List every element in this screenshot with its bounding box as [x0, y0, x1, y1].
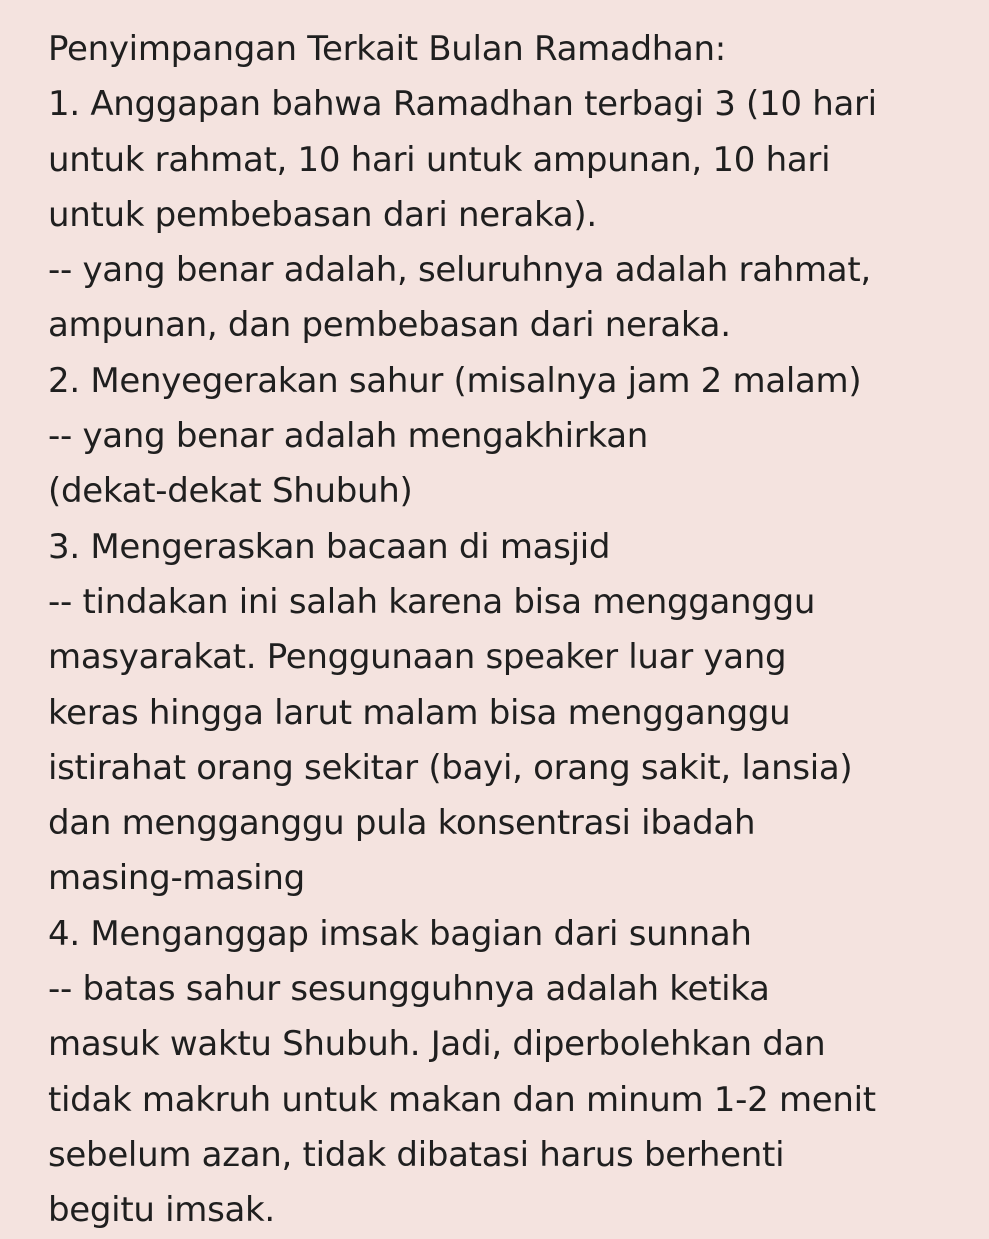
point-4-explanation: -- batas sahur sesungguhnya adalah ketika [48, 969, 770, 1010]
note-text-block [48, 22, 978, 1239]
point-4-explanation: masuk waktu Shubuh. Jadi, diperbolehkan dan [48, 1024, 826, 1065]
point-2-heading: 2. Menyegerakan sahur (misalnya jam 2 malam) [48, 360, 862, 401]
point-4-explanation: sebelum azan, tidak dibatasi harus berhenti [48, 1134, 785, 1175]
point-3-explanation: -- tindakan ini salah karena bisa mengganggu [48, 581, 816, 622]
point-1-heading: untuk pembebasan dari neraka). [48, 194, 597, 235]
point-1-explanation: ampunan, dan pembebasan dari neraka. [48, 305, 731, 346]
point-1-explanation: -- yang benar adalah, seluruhnya adalah rahmat, [48, 250, 871, 291]
point-2-explanation: (dekat-dekat Shubuh) [48, 471, 413, 512]
point-3-explanation: istirahat orang sekitar (bayi, orang sakit, lansia) [48, 747, 853, 788]
point-3-explanation: masyarakat. Penggunaan speaker luar yang [48, 637, 787, 678]
point-4-explanation: begitu imsak. [48, 1190, 275, 1231]
note-title: Penyimpangan Terkait Bulan Ramadhan: [48, 29, 726, 69]
point-1-heading: 1. Anggapan bahwa Ramadhan terbagi 3 (10 hari [48, 84, 877, 125]
point-3-explanation: dan mengganggu pula konsentrasi ibadah [48, 803, 756, 844]
point-4-heading: 4. Menganggap imsak bagian dari sunnah [48, 913, 752, 954]
point-4-explanation: tidak makruh untuk makan dan minum 1-2 menit [48, 1079, 876, 1120]
point-3-heading: 3. Mengeraskan bacaan di masjid [48, 526, 611, 567]
point-2-explanation: -- yang benar adalah mengakhirkan [48, 416, 649, 457]
point-3-explanation: masing-masing [48, 858, 305, 899]
point-3-explanation: keras hingga larut malam bisa mengganggu [48, 692, 791, 733]
point-1-heading: untuk rahmat, 10 hari untuk ampunan, 10 hari [48, 139, 831, 180]
